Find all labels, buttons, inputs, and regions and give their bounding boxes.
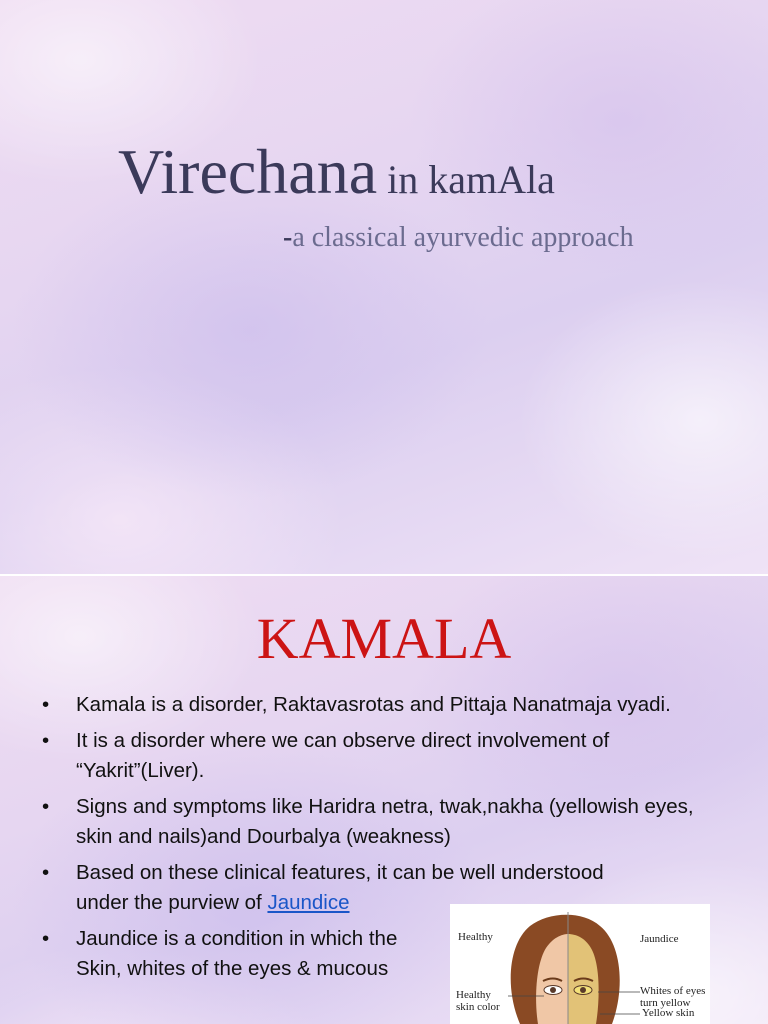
bullet-text: Jaundice is a condition in which the <box>76 927 398 950</box>
bullet-icon: • <box>42 729 50 752</box>
label-jaundice: Jaundice <box>640 933 679 945</box>
label-whites-line2: turn yellow <box>640 996 691 1009</box>
slide-subtitle <box>283 222 634 254</box>
slide-title <box>118 136 555 207</box>
label-healthy-skin-line2: skin color <box>456 1000 500 1013</box>
bullet-icon: • <box>42 861 50 884</box>
bullet-text: Based on these clinical features, it can be well understood <box>76 861 604 884</box>
pupil-jaundice <box>580 987 586 993</box>
kamala-slide <box>0 576 768 1024</box>
bullet-text-line2: Skin, whites of the eyes & mucous <box>76 957 389 980</box>
bullet-text: It is a disorder where we can observe direct involvement of “Yakrit”(Liver). <box>76 729 610 782</box>
label-whites-of-eyes <box>640 986 705 1009</box>
bullet-text: Kamala is a disorder, Raktavasrotas and Pittaja Nanatmaja vyadi. <box>76 693 671 716</box>
title-main-word: Virechana <box>118 136 378 207</box>
list-item <box>40 726 730 786</box>
subtitle-dash: - <box>283 222 293 253</box>
label-whites-line1: Whites of eyes <box>640 985 706 997</box>
list-item <box>40 792 730 852</box>
label-healthy: Healthy <box>458 931 493 943</box>
label-yellow-skin: Yellow skin <box>642 1007 695 1019</box>
bullet-icon: • <box>42 693 50 716</box>
bullet-icon: • <box>42 927 50 950</box>
subtitle-text: a classical ayurvedic approach <box>292 222 634 253</box>
bullet-text-line2: under the purview of <box>76 891 268 914</box>
title-suffix: in kamAla <box>377 157 555 202</box>
pupil-healthy <box>550 987 556 993</box>
bullet-text: Signs and symptoms like Haridra netra, twak,nakha (yellowish eyes, skin and nails)and Dourbalya (weakness) <box>76 795 694 848</box>
bullet-icon: • <box>42 795 50 818</box>
list-item <box>40 690 730 720</box>
jaundice-link[interactable]: Jaundice <box>267 891 350 914</box>
jaundice-face-illustration <box>450 904 710 1024</box>
label-healthy-skin-line1: Healthy <box>456 989 491 1001</box>
kamala-heading: KAMALA <box>256 606 512 671</box>
label-healthy-skin <box>456 990 500 1013</box>
